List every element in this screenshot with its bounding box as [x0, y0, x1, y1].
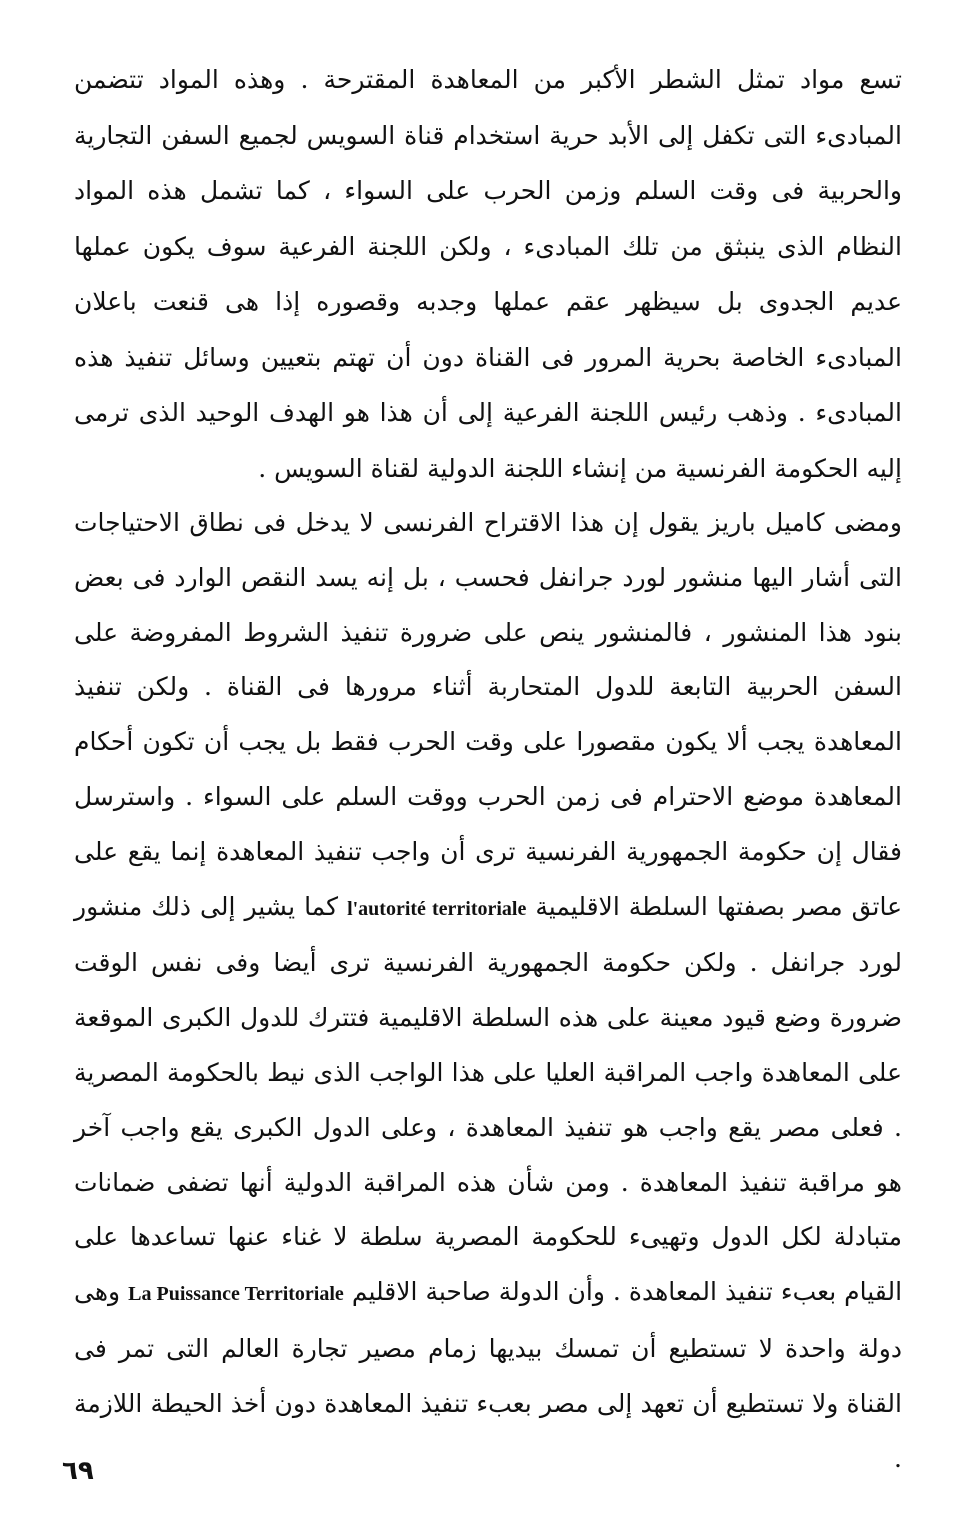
latin-term-autorite-territoriale: l'autorité territoriale [347, 897, 527, 920]
paragraph-2-part-a: ومضى كاميل باريز يقول إن هذا الاقتراح الفرنسى لا يدخل فى نطاق الاحتياجات التى أشار اليها منشور لورد جرانفل فحسب ، بل إنه يسد النقص الوارد فى بعض بنود هذا المنشور ، فالمنشور ينص على ضرورة تنفيذ الشروط المفروضة على السفن الحربية التابعة للدول المتحاربة أثناء مرورها فى القناة . ولكن تنفيذ المعاهدة يجب ألا يكون مقصورا على وقت الحرب فقط بل يجب أن تكون أحكام المعاهدة موضع الاحترام فى زمن الحرب ووقت السلم على السواء . واسترسل فقال إن حكومة الجمهورية الفرنسية ترى أن واجب تنفيذ المعاهدة إنما يقع على عاتق مصر بصفتها السلطة الاقليمية [74, 508, 903, 921]
paragraph-1-text: تسع مواد تمثل الشطر الأكبر من المعاهدة المقترحة . وهذه المواد تتضمن المبادىء التى تكفل إلى الأبد حرية استخدام قناة السويس لجميع السفن التجارية والحربية فى وقت السلم وزمن الحرب على السواء ، كما تشمل هذه المواد النظام الذى ينبثق من تلك المبادىء ، ولكن اللجنة الفرعية سوف يكون عملها عديم الجدوى بل سيظهر عقم عملها وجدبه وقصوره إذا هى قنعت باعلان المبادىء الخاصة بحرية المرور فى القناة دون أن تهتم بتعيين وسائل تنفيذ هذه المبادىء . وذهب رئيس اللجنة الفرعية إلى أن هذا هو الهدف الوحيد الذى ترمى إليه الحكومة الفرنسية من إنشاء اللجنة الدولية لقناة السويس . [74, 65, 902, 483]
page-number: ٦٩ [62, 1456, 94, 1486]
paragraph-1 [74, 52, 902, 496]
paragraph-2-part-c: وهى دولة واحدة لا تستطيع أن تمسك بيديها زمام مصير تجارة العالم التى تمر فى القناة ولا تستطيع أن تعهد إلى مصر بعبء تنفيذ المعاهدة دون أخذ الحيطة اللازمة . [74, 1277, 902, 1473]
latin-term-la-puissance-territoriale: La Puissance Territoriale [128, 1283, 344, 1306]
paragraph-2 [74, 496, 902, 1486]
paragraph-2-part-b: كما يشير إلى ذلك منشور لورد جرانفل . ولكن حكومة الجمهورية الفرنسية ترى أيضا وفى نفس الوقت ضرورة وضع قيود معينة على هذه السلطة الاقليمية فتترك للدول الكبرى الموقعة على المعاهدة واجب المراقبة العليا على هذا الواجب الذى نيط بالحكومة المصرية . فعلى مصر يقع واجب هو تنفيذ المعاهدة ، وعلى الدول الكبرى يقع واجب آخر هو مراقبة تنفيذ المعاهدة . ومن شأن هذه المراقبة الدولية أنها تضفى ضمانات متبادلة لكل الدول وتهيىء للحكومة المصرية سلطة لا غناء عنها تساعدها على القيام بعبء تنفيذ المعاهدة . وأن الدولة صاحبة الاقليم [74, 891, 903, 1307]
paragraph-2-text [74, 496, 902, 1486]
